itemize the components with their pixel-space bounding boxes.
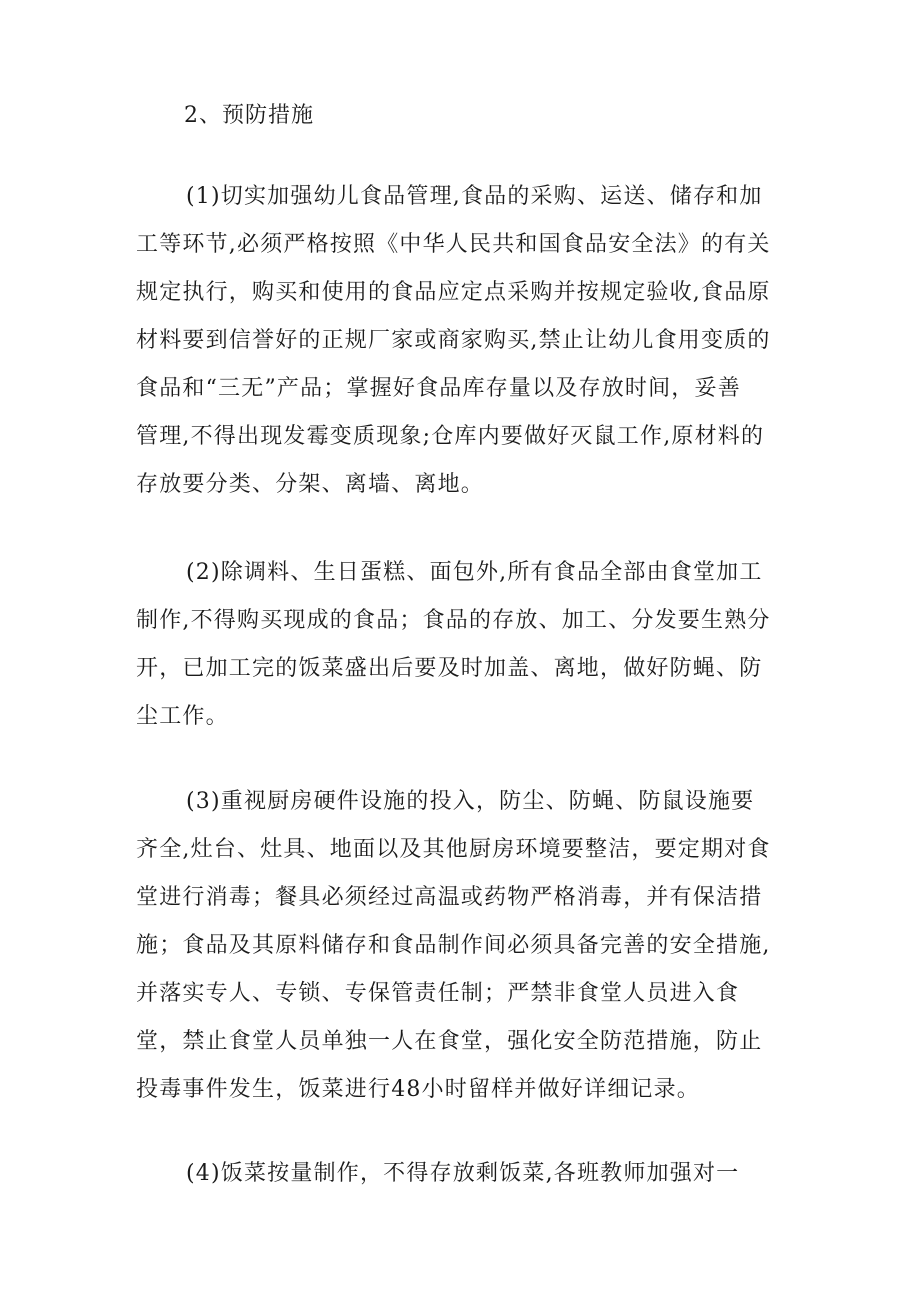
paragraph-2 — [136, 549, 784, 741]
paragraph-line: 材料要到信誉好的正规厂家或商家购买,禁止让幼儿食用变质的 — [136, 328, 771, 353]
paragraph-line: 堂进行消毒；餐具必须经过高温或药物严格消毒，并有保洁措 — [136, 885, 763, 910]
paragraph-line: 投毒事件发生，饭菜进行48小时留样并做好详细记录。 — [136, 1077, 700, 1102]
paragraph-4 — [136, 1150, 784, 1198]
paragraph-line: 齐全,灶台、灶具、地面以及其他厨房环境要整洁，要定期对食 — [136, 837, 771, 862]
paragraph-line: 施；食品及其原料储存和食品制作间必须具备完善的安全措施, — [136, 933, 771, 958]
paragraph-line: (2)除调料、生日蛋糕、面包外,所有食品全部由食堂加工 — [186, 560, 763, 585]
paragraph-line: 存放要分类、分架、离墙、离地。 — [136, 472, 485, 497]
paragraph-1 — [136, 173, 784, 509]
paragraph-line: (4)饭菜按量制作，不得存放剩饭菜,各班教师加强对一 — [186, 1161, 740, 1186]
section-heading: 2、预防措施 — [184, 103, 314, 128]
paragraph-line: (1)切实加强幼儿食品管理,食品的采购、运送、储存和加 — [186, 184, 763, 209]
paragraph-line: 规定执行，购买和使用的食品应定点采购并按规定验收,食品原 — [136, 280, 771, 305]
paragraph-line: 管理,不得出现发霉变质现象;仓库内要做好灭鼠工作,原材料的 — [136, 424, 765, 449]
paragraph-line: 开，已加工完的饭菜盛出后要及时加盖、离地，做好防蝇、防 — [136, 656, 763, 681]
paragraph-line: 并落实专人、专锁、专保管责任制；严禁非食堂人员进入食 — [136, 981, 740, 1006]
paragraph-line: 堂，禁止食堂人员单独一人在食堂，强化安全防范措施，防止 — [136, 1029, 763, 1054]
paragraph-line: 制作,不得购买现成的食品；食品的存放、加工、分发要生熟分 — [136, 608, 771, 633]
paragraph-3 — [136, 778, 784, 1114]
paragraph-line: (3)重视厨房硬件设施的投入，防尘、防蝇、防鼠设施要 — [186, 789, 755, 814]
paragraph-line: 尘工作。 — [136, 704, 229, 729]
paragraph-line: 食品和“三无”产品；掌握好食品库存量以及存放时间，妥善 — [136, 376, 741, 401]
paragraph-line: 工等环节,必须严格按照《中华人民共和国食品安全法》的有关 — [136, 232, 771, 257]
